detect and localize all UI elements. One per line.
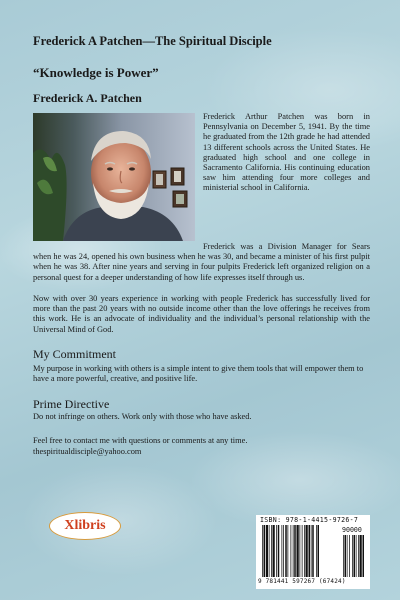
- prime-directive-heading: Prime Directive: [33, 397, 110, 411]
- isbn-barcode: [256, 515, 370, 589]
- bio-paragraph-1: Frederick Arthur Patchen was born in Pennsylvania on December 5, 1941. By the time he graduated from the 12th grade he had attended 13 different schools across the United States. He graduated high school and one college in Sacramento California. His continuing education saw him attending four more colleges and ministerial school in California.: [203, 112, 370, 193]
- bio-paragraph-2: Frederick was a Division Manager for Sears when he was 24, opened his own business when he was 30, and became a minister of his first pulpit when he was 38. After nine years and serving in four pulpits Frederick left organized religion on a personal quest for a deeper understanding of how life expresses itself through us.: [33, 242, 370, 282]
- author-portrait-image: [33, 113, 195, 241]
- author-name: Frederick A. Patchen: [33, 91, 142, 105]
- prime-directive-text: Do not infringe on others. Work only with those who have asked.: [33, 412, 252, 421]
- publisher-logo-text: Xlibris: [64, 518, 106, 533]
- author-photo: [33, 113, 195, 241]
- isbn-label: ISBN: 978-1-4415-9726-7: [260, 516, 359, 524]
- commitment-heading: My Commitment: [33, 347, 117, 361]
- book-title: Frederick A Patchen—The Spiritual Disciple: [33, 34, 272, 48]
- price-code: 90000: [342, 526, 362, 534]
- contact-email: thespiritualdisciple@yahoo.com: [33, 447, 142, 456]
- contact-text: Feel free to contact me with questions or comments at any time.: [33, 436, 248, 445]
- bio-paragraph-3: Now with over 30 years experience in working with people Frederick has successfully lived for more than the past 20 years with no outside income other than the love offerings he receives from this work. He is an advocate of individuality and the individual’s personal relationship with the Universal Mind of God.: [33, 294, 370, 334]
- barcode-digits: 9 781441 597267 (67424): [258, 578, 346, 585]
- tagline-quote: “Knowledge is Power”: [33, 65, 159, 80]
- commitment-text: My purpose in working with others is a simple intent to give them tools that will empower them to have a more powerful, creative, and positive life.: [33, 364, 364, 384]
- publisher-logo: [49, 512, 121, 540]
